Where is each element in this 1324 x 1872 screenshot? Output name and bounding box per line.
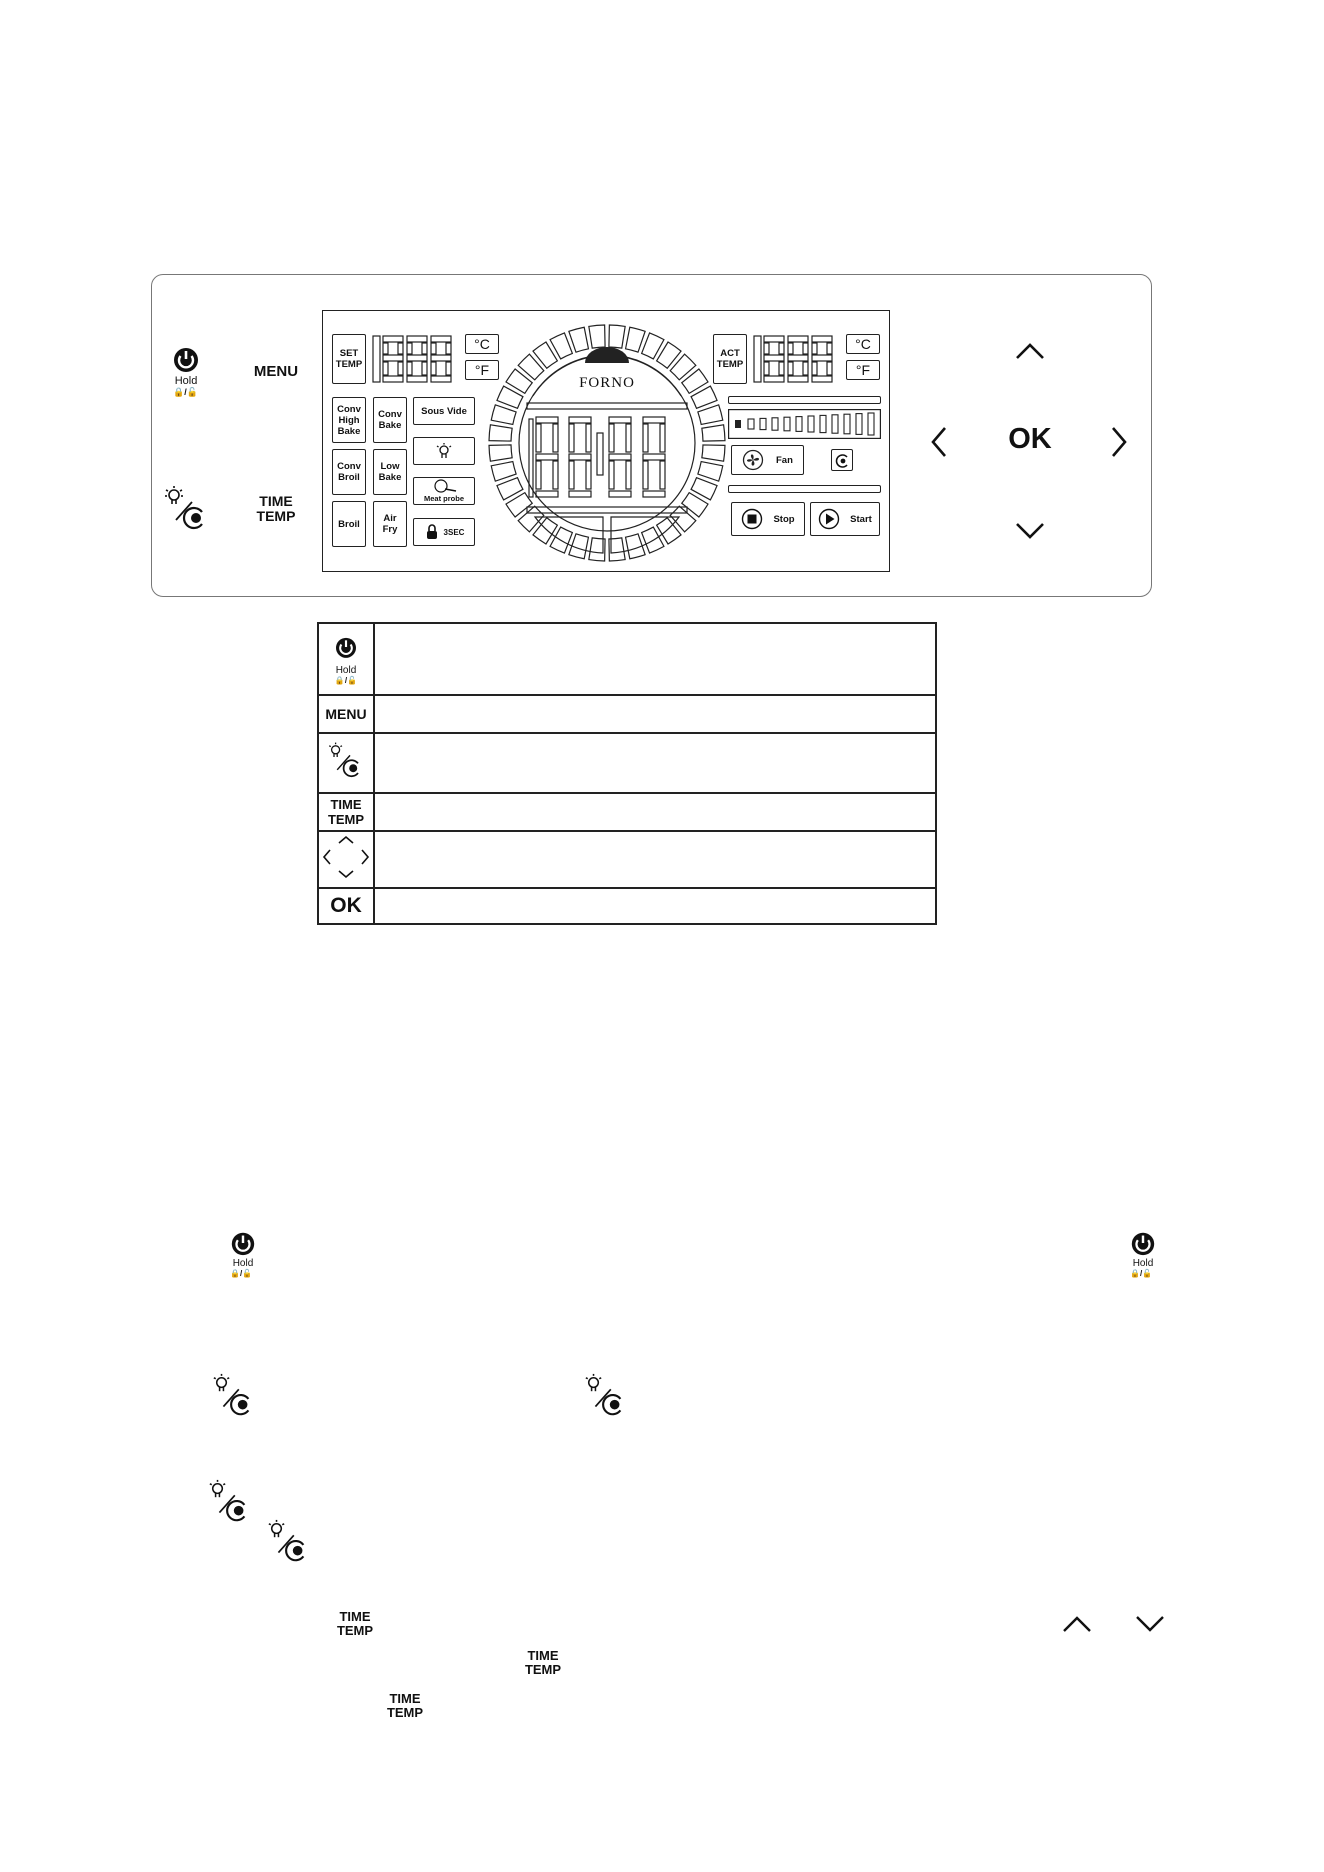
legend-desc [374,831,936,888]
fahrenheit-indicator: °F [465,360,499,380]
light-timer-icon [162,484,212,534]
set-temp-indicator: SET TEMP [332,334,366,384]
legend-desc [374,733,936,793]
mode-conv-broil: Conv Broil [332,449,366,495]
progress-segment [808,416,814,432]
progress-segment [832,415,838,433]
inline-down-arrow-icon [1135,1615,1165,1633]
meat-probe-icon [431,479,457,493]
legend-desc [374,623,936,695]
brand-logo: FORNO [579,375,635,391]
progress-segment [772,418,778,430]
left-arrow-button[interactable] [930,426,948,458]
lock-unlock-icon: 🔒/🔓 [334,676,358,685]
lock-unlock-icon: 🔒/🔓 [230,1269,253,1278]
inline-power-hold-icon-1: Hold 🔒/🔓 [226,1229,260,1285]
lock-unlock-icon: 🔒/🔓 [1130,1269,1153,1278]
ok-text: OK [330,894,362,917]
ok-button[interactable]: OK [1008,423,1052,455]
mode-meat-probe: Meat probe [413,477,475,505]
act-fahrenheit-indicator: °F [846,360,880,380]
dial-ring-segment [609,325,625,348]
dial-ring-segment [489,425,512,441]
power-icon [331,633,361,661]
dial-ring-segment [702,445,725,461]
up-arrow-button[interactable] [1015,342,1045,360]
stop-icon [741,508,763,530]
mode-conv-bake: Conv Bake [373,397,407,443]
light-timer-button[interactable] [162,484,212,534]
time-temp-text: TIME TEMP [327,797,365,827]
progress-segment [760,418,766,429]
light-bulb-icon [434,442,454,460]
mode-broil: Broil [332,501,366,547]
mode-air-fry: Air Fry [373,501,407,547]
progress-segment [748,419,754,429]
inline-light-timer-icon-2 [582,1372,630,1420]
play-icon [818,508,840,530]
top-status-bar [728,396,881,404]
light-timer-icon [326,741,366,781]
mode-light [413,437,475,465]
dial-ring-segment [491,405,516,425]
lcd-display [322,310,890,572]
power-hold-button[interactable] [168,344,204,402]
progress-segment [796,417,802,432]
progress-segment [820,415,826,432]
inline-up-arrow-icon [1062,1615,1092,1633]
legend-row-power [318,623,936,695]
timer-icon [834,452,850,468]
hold-label: Hold [174,375,198,387]
dial-ring-segment [518,506,544,532]
fan-indicator: Fan [731,445,804,475]
center-dial [485,321,729,565]
legend-row-arrows [318,831,936,888]
dial-ring-segment [626,327,646,352]
inline-light-timer-icon-3 [206,1478,254,1526]
lock-icon [424,524,440,540]
dial-ring-segment [589,325,605,348]
act-temp-digits [753,334,839,384]
legend-desc [374,695,936,733]
right-arrow-button[interactable] [1110,426,1128,458]
legend-row-light-timer [318,733,936,793]
down-arrow-button[interactable] [1015,522,1045,540]
power-icon [1126,1229,1160,1257]
mode-low-bake: Low Bake [373,449,407,495]
act-temp-indicator: ACT TEMP [713,334,747,384]
dial-ring-segment [670,354,696,380]
inline-light-timer-icon-4 [265,1518,313,1566]
stop-indicator: Stop [731,502,805,536]
lock-3sec-indicator: 3SEC [413,518,475,546]
dial-ring-segment [489,445,512,461]
menu-button[interactable]: MENU [253,363,299,380]
power-icon [168,344,204,374]
progress-segment [856,414,862,435]
inline-time-temp-2: TIME TEMP [524,1648,562,1677]
dial-ring-segment [698,405,723,425]
timer-indicator [831,449,853,471]
set-temp-digits [372,334,458,384]
dial-ring-segment [491,462,516,482]
legend-row-time-temp [318,793,936,831]
dial-ring-segment [670,506,696,532]
progress-segment [784,417,790,431]
lock-unlock-icon: 🔒/🔓 [173,387,198,397]
inline-time-temp-3: TIME TEMP [386,1691,424,1720]
dial-ring-segment [518,354,544,380]
act-celsius-indicator: °C [846,334,880,354]
hold-label: Hold [335,665,357,676]
inline-power-hold-icon-2: Hold 🔒/🔓 [1126,1229,1160,1285]
legend-row-menu [318,695,936,733]
legend-desc [374,888,936,924]
menu-text: MENU [325,705,367,722]
legend-desc [374,793,936,831]
progress-segments [728,409,881,439]
arrows-icon [321,833,371,881]
inline-light-timer-icon-1 [210,1372,258,1420]
mode-conv-high-bake: Conv High Bake [332,397,366,443]
fan-icon [742,449,764,471]
button-legend-table [317,622,937,925]
mode-sous-vide: Sous Vide [413,397,475,425]
inline-time-temp-1: TIME TEMP [336,1609,374,1638]
dial-ring-segment [569,327,589,352]
power-icon [226,1229,260,1257]
bottom-status-bar [728,485,881,493]
progress-segment [844,414,850,434]
legend-row-ok [318,888,936,924]
celsius-indicator: °C [465,334,499,354]
start-indicator: Start [810,502,880,536]
legend-power-icon [318,623,374,695]
dial-ring-segment [702,425,725,441]
progress-segment [868,413,874,435]
time-temp-button[interactable]: TIME TEMP [256,493,296,525]
dial-ring-segment [698,462,723,482]
